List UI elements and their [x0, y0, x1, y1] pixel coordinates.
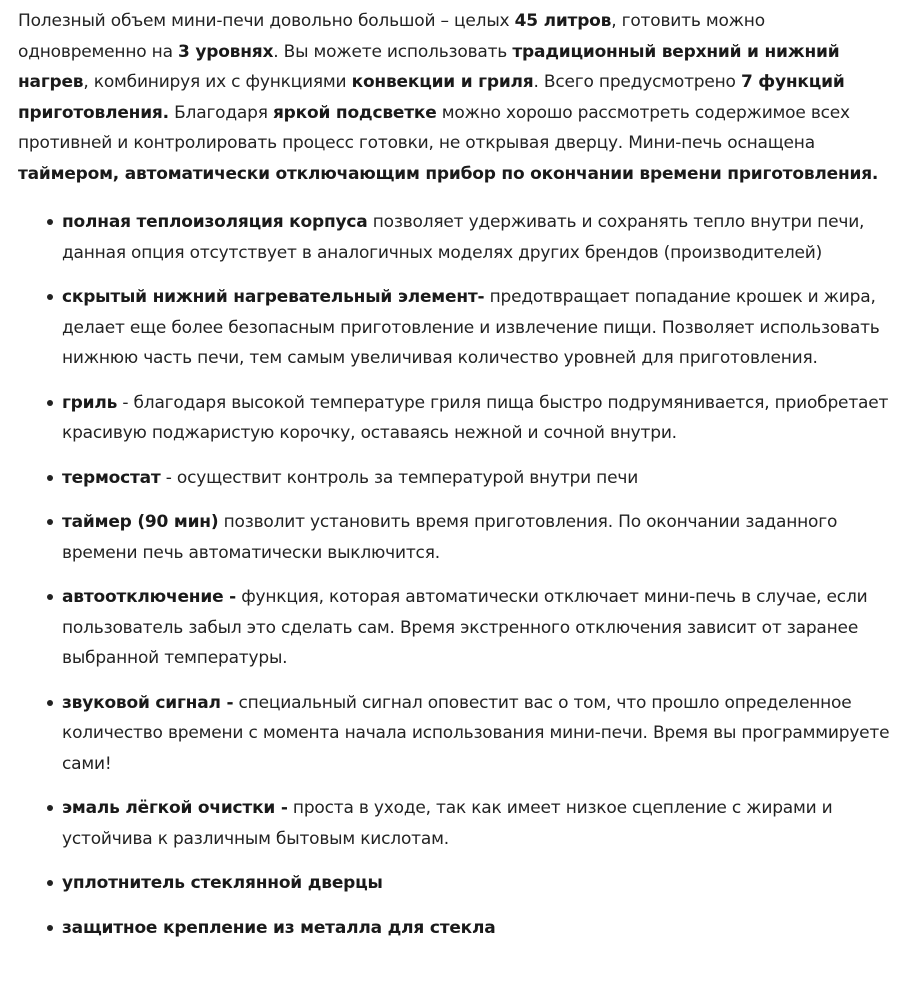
feature-text: - осуществит контроль за температурой внутри печи [160, 467, 639, 488]
list-item [62, 868, 890, 899]
bullet-icon [47, 700, 53, 706]
feature-title: термостат [62, 467, 161, 488]
list-item [62, 913, 890, 944]
feature-title: эмаль лёгкой очистки - [62, 798, 288, 818]
bullet-icon [47, 594, 53, 600]
feature-title: уплотнитель стеклянной дверцы [62, 873, 383, 893]
intro-text: Полезный объем мини-печи довольно большой – целых [18, 11, 515, 31]
feature-text: функция, которая автоматически отключает мини-печь в случае, если пользователь забыл это сделать сам. Время экстренного отключения зависит от заранее выбранной температуры. [62, 587, 868, 668]
list-item [62, 793, 890, 854]
bullet-icon [47, 925, 53, 931]
bullet-icon [47, 475, 53, 481]
feature-title: гриль [62, 392, 118, 413]
feature-text: - благодаря высокой температуре гриля пища быстро подрумянивается, приобретает красивую поджаристую корочку, оставаясь нежной и сочной внутри. [62, 392, 889, 443]
bullet-icon [47, 880, 53, 886]
list-item [62, 688, 890, 780]
intro-bold-heating: традиционный верхний и нижний нагрев [18, 41, 840, 92]
list-item [62, 463, 890, 494]
intro-text: можно хорошо рассмотреть содержимое всех противней и контролировать процесс готовки, не открывая дверцу. Мини-печь оснащена [18, 102, 850, 153]
feature-title: скрытый нижний нагревательный элемент- [62, 287, 485, 307]
list-item [62, 582, 890, 674]
intro-paragraph [18, 6, 890, 189]
bullet-icon [47, 805, 53, 811]
feature-title: таймер (90 мин) [62, 512, 219, 532]
feature-text: предотвращает попадание крошек и жира, делает еще более безопасным приготовление и извлечение пищи. Позволяет использовать нижнюю часть печи, тем самым увеличивая количество уровней для приготовления. [62, 287, 880, 368]
intro-text: . Вы можете использовать [273, 41, 513, 62]
intro-bold-functions: 7 функций приготовления. [18, 72, 845, 123]
feature-text: специальный сигнал оповестит вас о том, что прошло определенное количество времени с момента начала использования мини-печи. Время вы программируете сами! [62, 692, 890, 774]
intro-bold-convection: конвекции и гриля [351, 72, 534, 92]
list-item [62, 388, 890, 449]
feature-text: позволит установить время приготовления. По окончании заданного времени печь автоматически выключится. [62, 512, 838, 563]
intro-bold-timer: таймером, автоматически отключающим прибор по окончании времени приготовления. [18, 163, 879, 184]
feature-title: защитное крепление из металла для стекла [62, 917, 496, 938]
feature-text: проста в уходе, так как имеет низкое сцепление с жирами и устойчива к различным бытовым кислотам. [62, 798, 833, 849]
intro-bold-volume: 45 литров [514, 11, 612, 31]
bullet-icon [47, 219, 53, 225]
feature-title: полная теплоизоляция корпуса [62, 212, 368, 232]
feature-title: автоотключение - [62, 587, 236, 607]
intro-text: , комбинируя их с функциями [83, 72, 352, 92]
bullet-icon [47, 400, 53, 406]
list-item [62, 282, 890, 374]
list-item [62, 507, 890, 568]
product-description [18, 6, 890, 957]
intro-text: . Всего предусмотрено [533, 72, 741, 92]
feature-title: звуковой сигнал - [62, 692, 234, 713]
intro-bold-levels: 3 уровнях [178, 41, 274, 62]
intro-text: Благодаря [168, 102, 273, 123]
bullet-icon [47, 294, 53, 300]
feature-list [18, 207, 890, 943]
intro-text: , готовить можно одновременно на [18, 11, 765, 62]
feature-text: позволяет удерживать и сохранять тепло внутри печи, данная опция отсутствует в аналогичных моделях других брендов (производителей) [62, 212, 865, 263]
intro-bold-light: яркой подсветке [272, 102, 437, 123]
list-item [62, 207, 890, 268]
bullet-icon [47, 519, 53, 525]
